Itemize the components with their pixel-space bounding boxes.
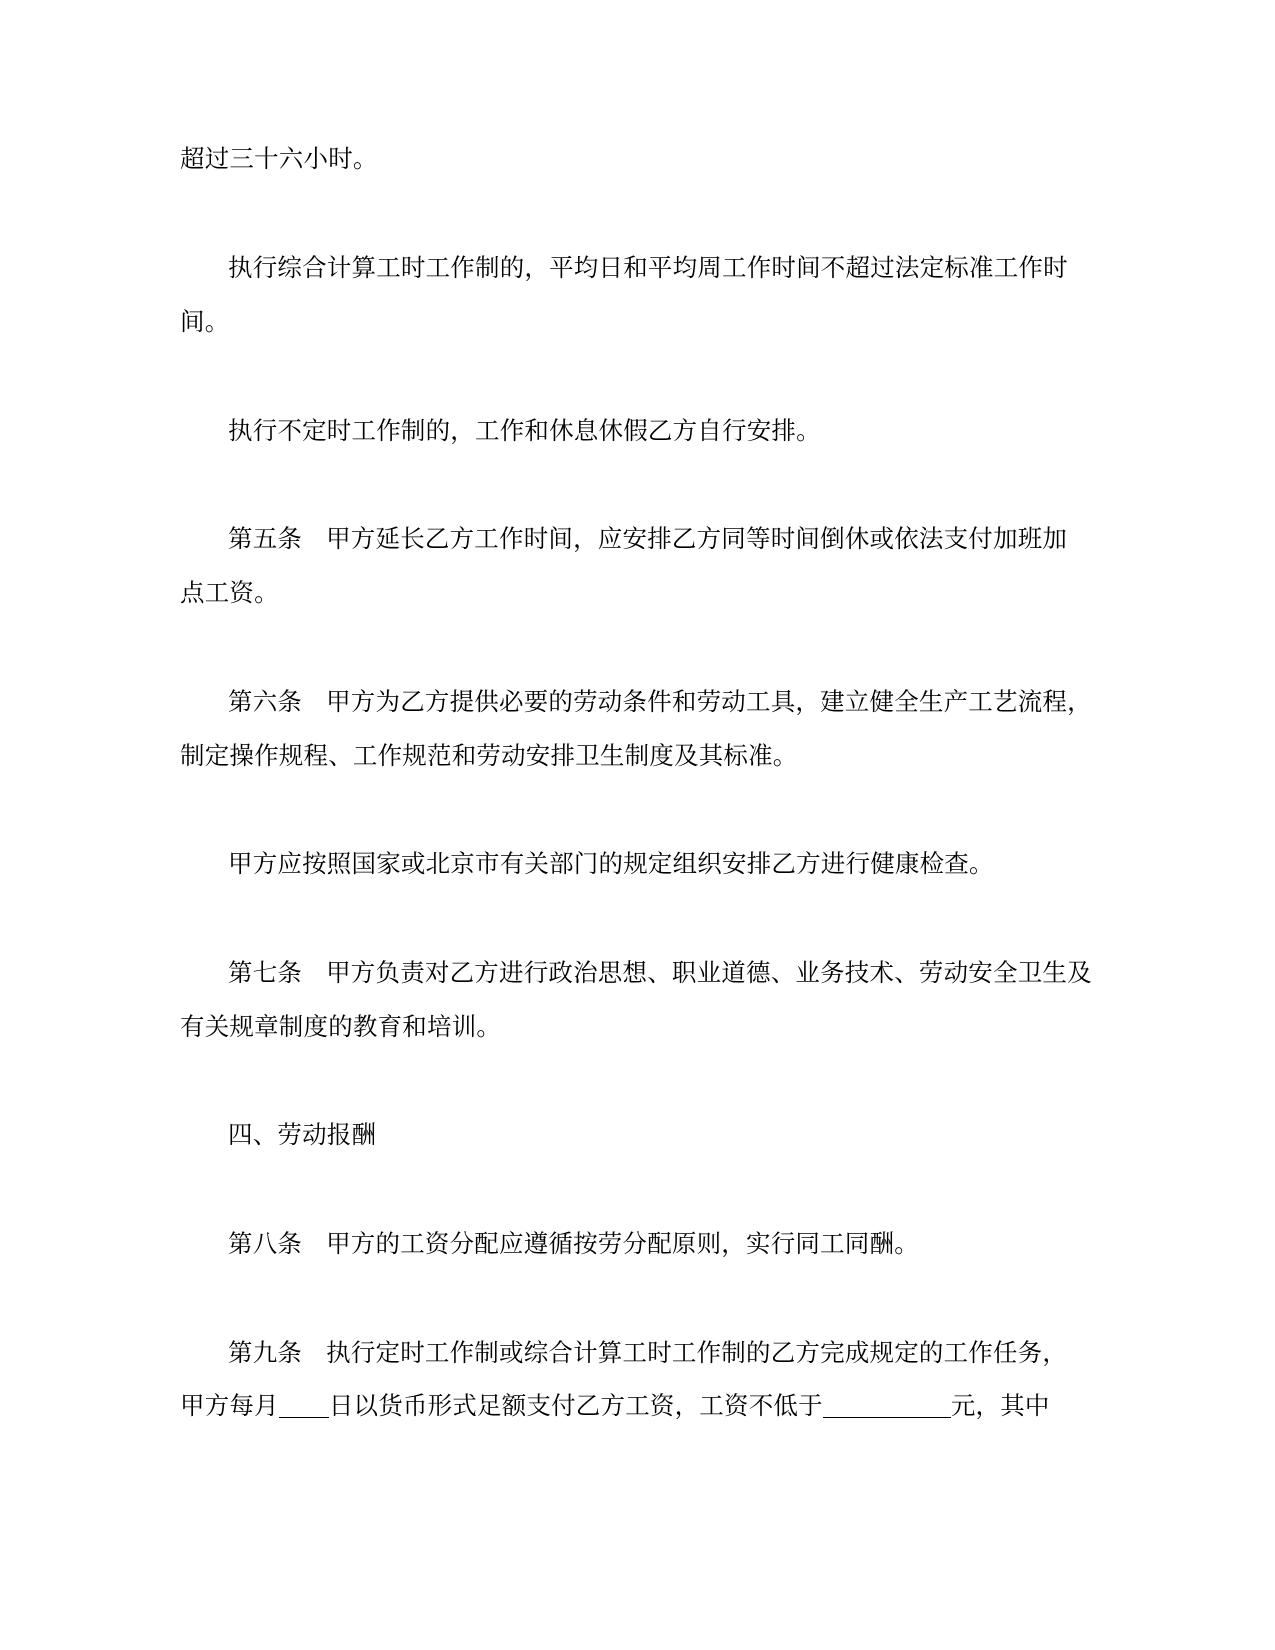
- text: 执行综合计算工时工作制的，平均日和平均周工作时间不超过法定标准工作时: [228, 253, 1068, 282]
- paragraph-line: [180, 739, 1275, 773]
- paragraph-line: [228, 414, 1275, 448]
- text: 间。: [180, 307, 230, 336]
- paragraph-line: [180, 305, 1275, 339]
- text: 元，其中: [950, 1391, 1050, 1420]
- text: 甲方应按照国家或北京市有关部门的规定组织安排乙方进行健康检查。: [228, 849, 994, 878]
- text: 执行不定时工作制的，工作和休息休假乙方自行安排。: [228, 416, 821, 445]
- article-text: 甲方延长乙方工作时间，应安排乙方同等时间倒休或依法支付加班加: [326, 524, 1068, 553]
- paragraph-line: [228, 847, 1275, 881]
- text: 制定操作规程、工作规范和劳动安排卫生制度及其标准。: [180, 741, 798, 770]
- section-title: 四、劳动报酬: [228, 1120, 377, 1149]
- text: 点工资。: [180, 578, 279, 607]
- article-label: 第九条: [228, 1338, 303, 1367]
- article-label: 第六条: [228, 687, 303, 716]
- article-text: 执行定时工作制或综合计算工时工作制的乙方完成规定的工作任务，: [326, 1338, 1068, 1367]
- text: 超过三十六小时。: [180, 144, 378, 173]
- article-9: [228, 1336, 1275, 1370]
- amount-blank[interactable]: [823, 1393, 951, 1418]
- paragraph-line: [180, 1389, 1275, 1423]
- text: 有关规章制度的教育和培训。: [180, 1012, 502, 1041]
- article-text: 甲方的工资分配应遵循按劳分配原则，实行同工同酬。: [326, 1229, 919, 1258]
- paragraph-line: [180, 576, 1275, 610]
- text: 甲方每月: [180, 1391, 279, 1420]
- paragraph-line: [180, 142, 1275, 176]
- article-label: 第七条: [228, 958, 303, 987]
- paragraph-line: [180, 1010, 1275, 1044]
- paragraph-line: [228, 251, 1275, 285]
- article-8: [228, 1227, 1275, 1261]
- text: 日以货币形式足额支付乙方工资，工资不低于: [328, 1391, 823, 1420]
- article-label: 第八条: [228, 1229, 303, 1258]
- article-6: [228, 685, 1275, 719]
- article-label: 第五条: [228, 524, 303, 553]
- section-heading: [228, 1118, 1275, 1152]
- article-5: [228, 522, 1275, 556]
- article-text: 甲方为乙方提供必要的劳动条件和劳动工具，建立健全生产工艺流程，: [326, 687, 1092, 716]
- article-7: [228, 956, 1275, 990]
- article-text: 甲方负责对乙方进行政治思想、职业道德、业务技术、劳动安全卫生及: [326, 958, 1092, 987]
- day-blank[interactable]: [279, 1393, 329, 1418]
